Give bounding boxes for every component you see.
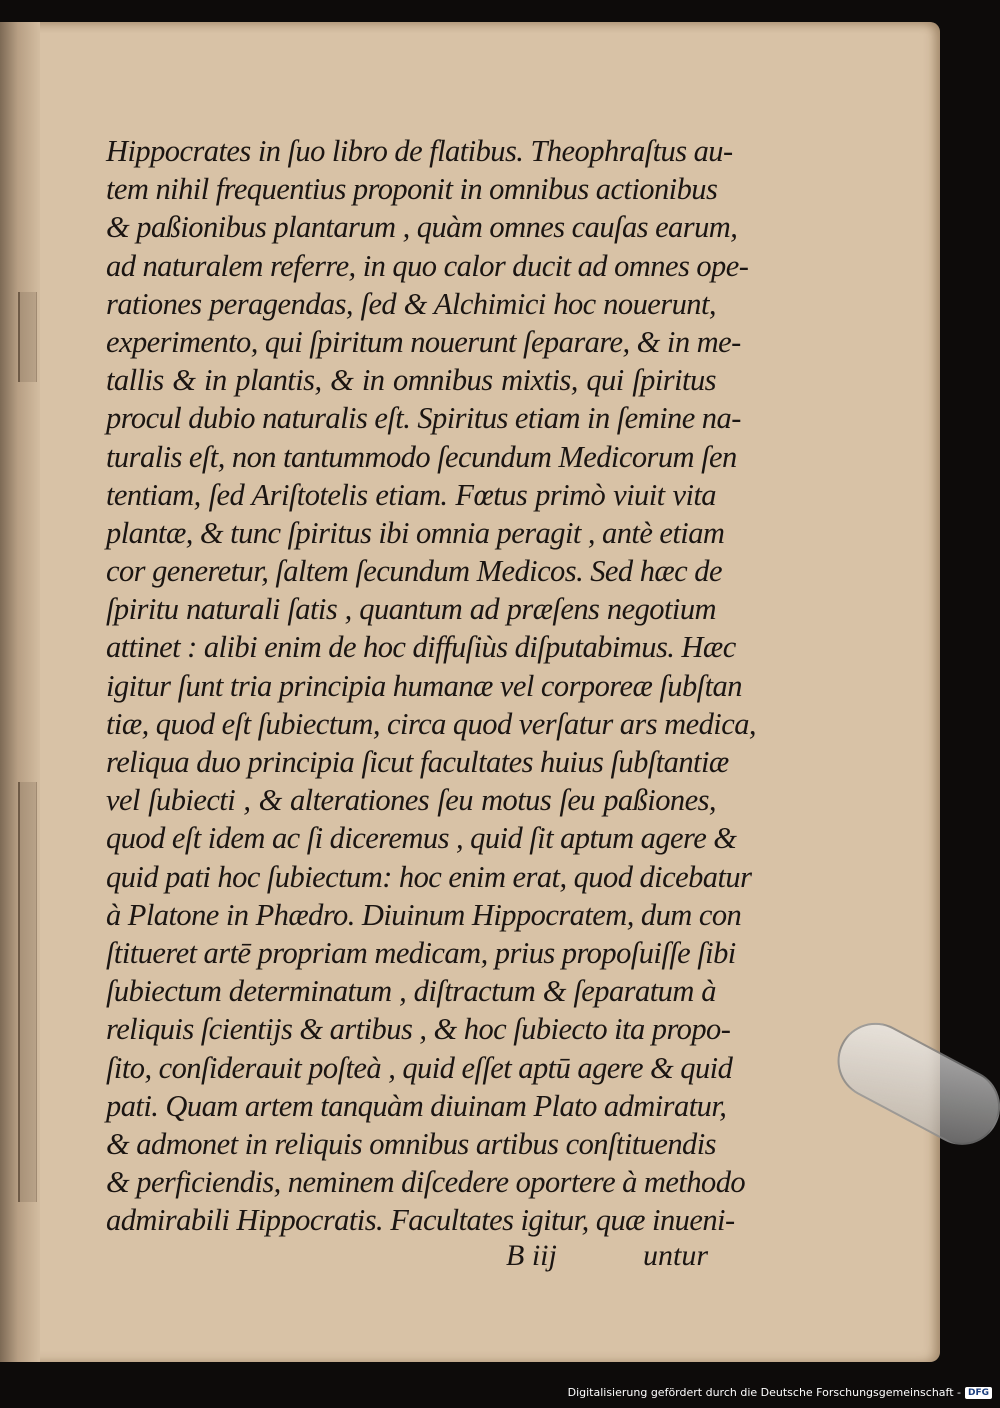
text-line: attinet : alibi enim de hoc diffuſiùs diſputabimus. Hæc xyxy=(106,630,736,665)
text-line: admirabili Hippocratis. Facultates igitur, quæ inueni- xyxy=(106,1203,735,1238)
body-text xyxy=(106,132,756,1279)
text-line: rationes peragendas, ſed & Alchimici hoc nouerunt, xyxy=(106,286,716,321)
text-line: ſpiritu naturali ſatis , quantum ad præſens negotium xyxy=(106,592,716,627)
text-line: Hippocrates in ſuo libro de flatibus. Theophraſtus au- xyxy=(106,134,733,168)
signature-mark: B iij xyxy=(506,1239,557,1273)
text-line: reliqua duo principia ſicut facultates huius ſubſtantiæ xyxy=(106,745,729,779)
text-line: quid pati hoc ſubiectum: hoc enim erat, quod dicebatur xyxy=(106,859,752,894)
text-line: pati. Quam artem tanquàm diuinam Plato admiratur, xyxy=(106,1088,727,1123)
text-line: à Platone in Phædro. Diuinum Hippocratem, dum con xyxy=(106,897,742,932)
digitization-credit xyxy=(568,1386,992,1399)
text-line: tem nihil frequentius proponit in omnibus actionibus xyxy=(106,172,718,207)
text-line: tallis & in plantis, & in omnibus mixtis, qui ſpiritus xyxy=(106,363,716,398)
text-line: & perficiendis, neminem diſcedere oportere à methodo xyxy=(106,1165,746,1200)
text-line: cor generetur, ſaltem ſecundum Medicos. Sed hæc de xyxy=(106,554,722,589)
text-line: reliquis ſcientijs & artibus , & hoc ſubiecto ita propo- xyxy=(106,1012,731,1047)
text-line: plantæ, & tunc ſpiritus ibi omnia peragit , antè etiam xyxy=(106,515,725,550)
book-page xyxy=(0,22,940,1362)
text-line: ad naturalem referre, in quo calor ducit ad omnes ope- xyxy=(106,248,749,283)
text-line: tentiam, ſed Ariſtotelis etiam. Fœtus primò viuit vita xyxy=(106,477,716,512)
text-line: & paßionibus plantarum , quàm omnes cauſas earum, xyxy=(106,210,738,245)
credit-text: Digitalisierung gefördert durch die Deutsche Forschungsgemeinschaft - xyxy=(567,1386,961,1399)
text-line: vel ſubiecti , & alterationes ſeu motus ſeu paßiones, xyxy=(106,783,716,818)
text-line: quod eſt idem ac ſi diceremus , quid ſit aptum agere & xyxy=(106,821,737,856)
text-line: turalis eſt, non tantummodo ſecundum Medicorum ſen xyxy=(106,439,737,474)
text-line: ſubiectum determinatum , diſtractum & ſeparatum à xyxy=(106,974,716,1009)
text-line: igitur ſunt tria principia humanæ vel corporeæ ſubſtan xyxy=(106,668,742,703)
binding-thread xyxy=(18,292,37,382)
text-line: experimento, qui ſpiritum nouerunt ſeparare, & in me- xyxy=(106,324,741,359)
page-footer xyxy=(106,1239,716,1279)
text-line: & admonet in reliquis omnibus artibus conſtituendis xyxy=(106,1126,716,1161)
text-line: tiæ, quod eſt ſubiectum, circa quod verſatur ars medica, xyxy=(106,706,756,741)
dfg-logo: DFG xyxy=(965,1387,992,1399)
book-spine xyxy=(0,22,40,1362)
catchword: untur xyxy=(642,1239,708,1273)
text-line: ſito, conſiderauit poſteà , quid eſſet aptū agere & quid xyxy=(106,1050,733,1085)
text-line: procul dubio naturalis eſt. Spiritus etiam in ſemine na- xyxy=(106,401,741,436)
text-line: ſtitueret artē propriam medicam, prius propoſuiſſe ſibi xyxy=(106,935,736,970)
binding-thread xyxy=(18,782,37,1202)
